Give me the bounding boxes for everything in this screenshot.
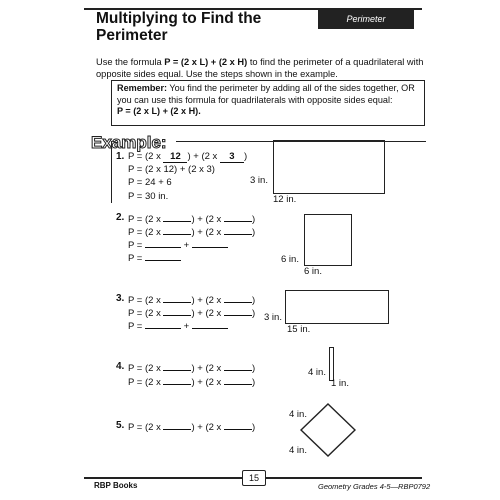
problem-3-rectangle [285, 290, 389, 324]
remember-formula: P = (2 x L) + (2 x H). [117, 106, 201, 116]
problem-number: 2. [116, 212, 125, 223]
problem-3-line-3 [128, 319, 228, 332]
intro-text-2: to find the perimeter of a quadrilateral with opposite sides equal. Use the steps shown in the example. [96, 57, 424, 79]
problem-number: 1. [116, 151, 125, 162]
diamond-shape [301, 404, 355, 456]
page-number: 15 [242, 470, 266, 486]
text: ) + (2 x [191, 227, 224, 238]
text: ) + (2 x [191, 308, 224, 319]
answer-blank[interactable] [224, 225, 252, 235]
text: ) [251, 363, 256, 374]
answer-blank[interactable] [163, 212, 191, 222]
example-line-3: P = 24 + 6 [128, 177, 172, 188]
footer-text: Geometry Grades 4-5—RBP0792 [318, 482, 431, 491]
answer-blank[interactable] [163, 225, 191, 235]
text: P = (2 x [128, 227, 164, 238]
example-line-4: P = 30 in. [128, 191, 169, 202]
problem-3-height-label: 3 in. [264, 312, 282, 323]
problem-4-line-1 [128, 361, 255, 374]
text: P = (2 x [128, 422, 164, 433]
page-title: Multiplying to Find the Perimeter [96, 10, 262, 44]
problem-2-square [304, 214, 352, 266]
example-banner-text: Example: [91, 133, 167, 152]
example-line-2: P = (2 x 12) + (2 x 3) [128, 164, 215, 175]
text: ) + (2 x [191, 377, 224, 388]
problem-2-line-1 [128, 212, 255, 225]
section-tag: Perimeter [318, 9, 414, 29]
problem-2-line-4 [128, 251, 181, 264]
answer-blank[interactable] [163, 420, 191, 430]
text: ) + (2 x [191, 363, 224, 374]
text: P = [128, 253, 145, 264]
text: P = (2 x [128, 377, 164, 388]
text: ) [243, 151, 248, 162]
problem-number: 5. [116, 420, 125, 431]
text: P = (2 x [128, 308, 164, 319]
example-height-value: 3 [220, 151, 244, 163]
problem-number: 4. [116, 361, 125, 372]
problem-4-length-label: 1 in. [331, 378, 349, 389]
text: + [181, 240, 192, 251]
text: ) + (2 x [191, 214, 224, 225]
problem-4-height-label: 4 in. [308, 367, 326, 378]
answer-blank[interactable] [163, 306, 191, 316]
problem-4-rectangle [329, 347, 334, 381]
problem-2-line-3 [128, 238, 228, 251]
problem-2-line-2 [128, 225, 255, 238]
text: ) [251, 214, 256, 225]
answer-blank[interactable] [224, 420, 252, 430]
answer-blank[interactable] [224, 361, 252, 371]
problem-2-length-label: 6 in. [304, 266, 322, 277]
remember-box [111, 80, 425, 126]
remember-label: Remember: [117, 83, 168, 93]
answer-blank[interactable] [224, 212, 252, 222]
answer-blank[interactable] [163, 361, 191, 371]
text: ) [251, 308, 256, 319]
text: ) [251, 227, 256, 238]
answer-blank[interactable] [192, 319, 228, 329]
example-length-value: 12 [163, 151, 187, 163]
answer-blank[interactable] [224, 306, 252, 316]
example-line-1 [128, 151, 247, 163]
text: P = [128, 321, 145, 332]
text: ) [251, 295, 256, 306]
text: ) + (2 x [191, 295, 224, 306]
remember-text: You find the perimeter by adding all of the sides together, OR you can use this formula for quadrilaterals with opposite sides equal: [117, 83, 415, 105]
problem-5-line-1 [128, 420, 255, 433]
answer-blank[interactable] [145, 251, 181, 261]
problem-4-line-2 [128, 375, 255, 388]
publisher-logo: RBP Books [94, 481, 138, 490]
problem-5-diamond [298, 402, 358, 458]
text: P = (2 x [128, 214, 164, 225]
problem-3-length-label: 15 in. [287, 324, 311, 335]
problem-2-height-label: 6 in. [281, 254, 299, 265]
answer-blank[interactable] [224, 375, 252, 385]
intro-text-1: Use the formula [96, 57, 165, 67]
text: ) [251, 377, 256, 388]
text: P = [128, 240, 145, 251]
text: P = (2 x [128, 295, 164, 306]
problem-5-side-label-top: 4 in. [289, 409, 307, 420]
text: P = (2 x [128, 151, 164, 162]
instructions [96, 56, 426, 80]
answer-blank[interactable] [224, 293, 252, 303]
intro-formula: P = (2 x L) + (2 x H) [164, 57, 248, 67]
problem-3-line-2 [128, 306, 255, 319]
answer-blank[interactable] [192, 238, 228, 248]
text: ) + (2 x [191, 422, 224, 433]
problem-3-line-1 [128, 293, 255, 306]
answer-blank[interactable] [163, 293, 191, 303]
problem-number: 3. [116, 293, 125, 304]
problem-5-side-label-bottom: 4 in. [289, 445, 307, 456]
text: ) + (2 x [187, 151, 220, 162]
text: + [181, 321, 192, 332]
text: ) [251, 422, 256, 433]
answer-blank[interactable] [145, 238, 181, 248]
text: P = (2 x [128, 363, 164, 374]
example-rectangle [273, 140, 385, 194]
example-height-label: 3 in. [250, 175, 268, 186]
example-length-label: 12 in. [273, 194, 297, 205]
answer-blank[interactable] [145, 319, 181, 329]
answer-blank[interactable] [163, 375, 191, 385]
